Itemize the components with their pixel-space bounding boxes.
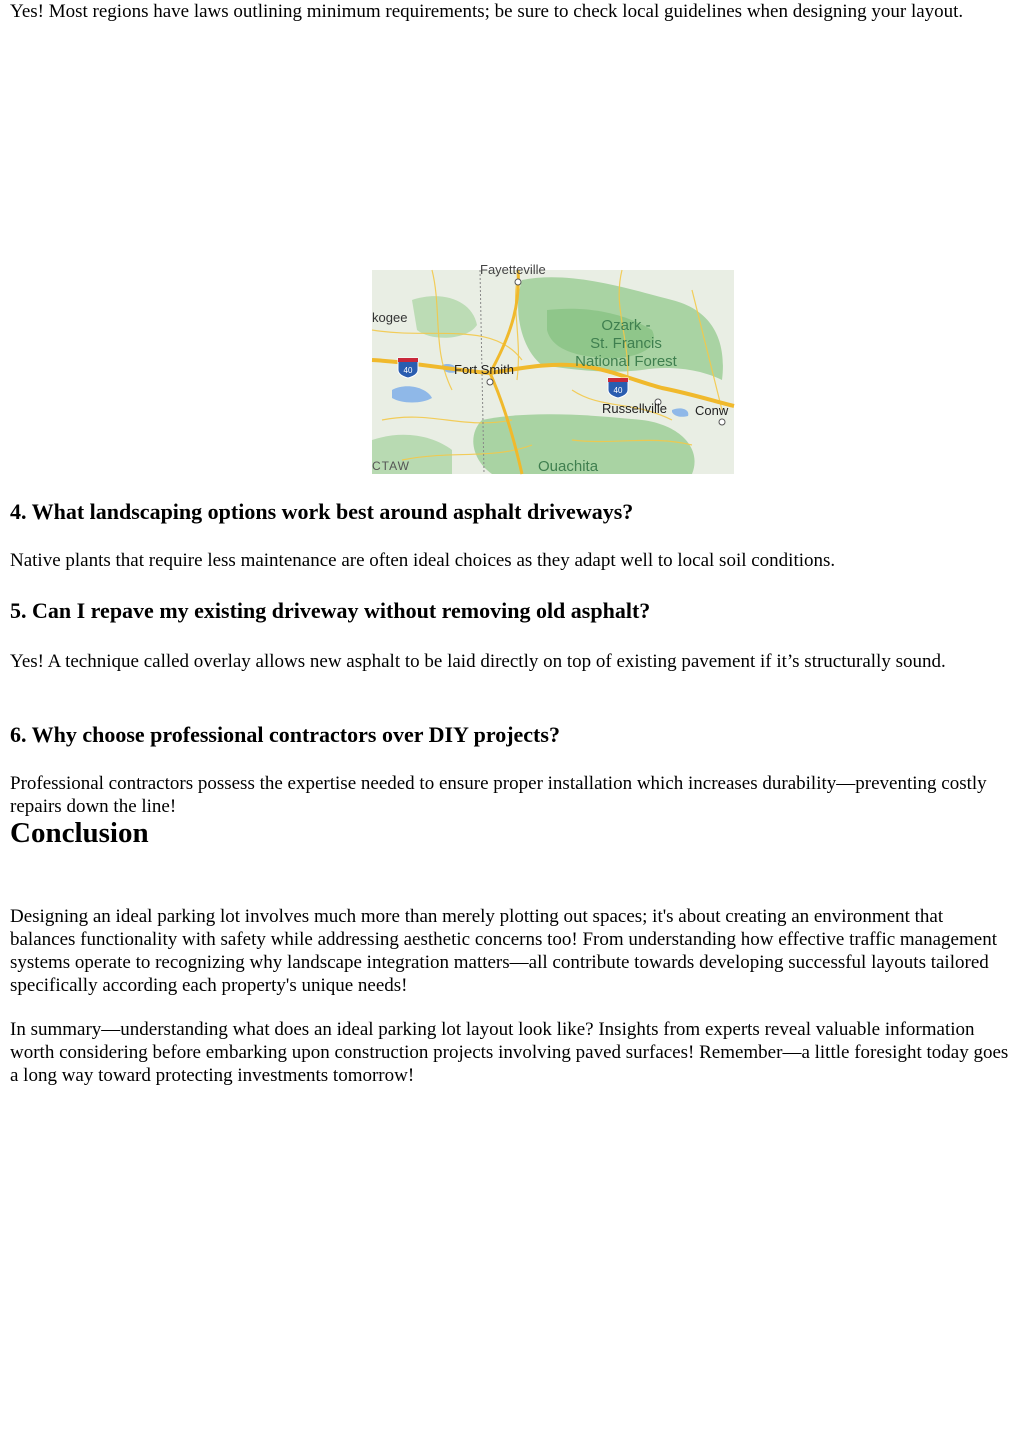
summary-paragraph: In summary—understanding what does an ideal parking lot layout look like? Insights from experts reveal valuable information worth considering before embarking upon construction projects involving paved surfaces! Remember—a little foresight today goes a long way toward protecting investments tomorrow! (10, 1019, 1009, 1086)
conclusion-paragraph: Designing an ideal parking lot involves much more than merely plotting out spaces; it's about creating an environment that balances functionality with safety while addressing aesthetic concerns too! From understanding how effective traffic management systems operate to recognizing why landscape integration matters—all contribute towards developing successful layouts tailored specifically according each property's unique needs! (10, 906, 997, 996)
conclusion-heading: Conclusion (10, 817, 149, 849)
map-label-choctaw: CTAW (372, 459, 410, 473)
faq-answer-4: Native plants that require less maintenance are often ideal choices as they adapt well to local soil conditions. (10, 550, 836, 571)
map-label-fayetteville: Fayetteville (480, 262, 546, 277)
faq-question-4: 4. What landscaping options work best around asphalt driveways? (10, 499, 634, 524)
map-label-conway: Conw (695, 403, 729, 418)
map-label-ozark-2: St. Francis (590, 335, 662, 352)
map-label-ozark-1: Ozark - (601, 317, 651, 334)
faq-question-6: 6. Why choose professional contractors over DIY projects? (10, 722, 560, 747)
faq-question-5: 5. Can I repave my existing driveway without removing old asphalt? (10, 598, 651, 623)
faq-answer-6: Professional contractors possess the expertise needed to ensure proper installation which increases durability—preventing costly repairs down the line! (10, 773, 987, 817)
faq-answer-5: Yes! A technique called overlay allows new asphalt to be laid directly on top of existing pavement if it’s structurally sound. (10, 651, 946, 672)
interstate-shield-icon (608, 378, 628, 398)
map-label-ozark-3: National Forest (575, 353, 677, 370)
map-image (372, 262, 734, 475)
map-label-russellville: Russellville (602, 401, 668, 416)
map-label-i40-west: 40 (403, 366, 413, 375)
map-label-i40-east: 40 (613, 386, 623, 395)
interstate-shield-icon (398, 358, 418, 378)
faq-answer-3: Yes! Most regions have laws outlining minimum requirements; be sure to check local guidelines when designing your layout. (10, 1, 964, 22)
map-label-muskogee: kogee (372, 310, 408, 325)
map-label-fort-smith: Fort Smith (454, 362, 514, 377)
map-label-ouachita: Ouachita (538, 458, 599, 475)
